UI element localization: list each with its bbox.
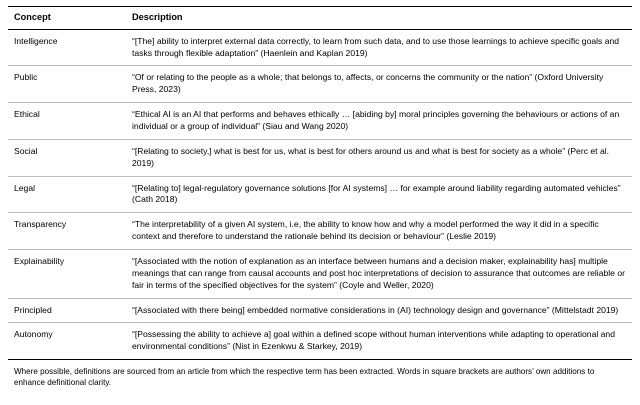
cell-concept: Principled [14, 304, 52, 315]
cell-concept: Public [14, 72, 38, 83]
table-row [8, 176, 632, 213]
column-header-description: Description [132, 12, 183, 22]
cell-description: “Of or relating to the people as a whole; that belongs to, affects, or concerns the community or the nation” (Oxford University Press, 2023) [132, 72, 604, 95]
cell-description: “[Associated with the notion of explanation as an interface between humans and a decision maker, explainability has] multiple meanings that can range from causal accounts and post hoc interpretations of decision to assurance that outcomes are reliable or fair in terms of the specified objectives for the system” (Coyle and Weller, 2020) [132, 256, 625, 290]
cell-concept: Explainability [14, 256, 65, 266]
table-row [8, 139, 632, 176]
cell-concept: Transparency [14, 219, 67, 230]
table-row [8, 250, 632, 299]
table-footnote [8, 360, 632, 389]
cell-description: “[Possessing the ability to achieve a] goal within a defined scope without human interventions while adapting to operational and environmental conditions” (Nist in Ezenkwu & Starkey, 2019) [132, 329, 615, 352]
cell-description: “[Relating to] legal-regulatory governance solutions [for AI systems] … for example around liability regarding automated vehicles” (Cath 2018) [132, 182, 621, 205]
column-header-concept: Concept [14, 12, 51, 22]
table-body [8, 29, 632, 359]
cell-concept: Intelligence [14, 35, 58, 46]
cell-description: “[Relating to society,] what is best for us, what is best for others around us and what is best for society as a whole” (Perc et al. 2019) [132, 145, 610, 168]
table-row [8, 298, 632, 323]
table-header-row [8, 7, 632, 30]
cell-concept: Ethical [14, 109, 40, 120]
cell-concept: Legal [14, 182, 36, 193]
table-header [8, 7, 632, 30]
table-row [8, 103, 632, 140]
table-row [8, 66, 632, 103]
cell-description: “The interpretability of a given AI system, i.e, the ability to know how and why a model performed the way it did in a specific context and therefore to understand the rationale behind its decision or behaviour” (Leslie 2019) [132, 219, 599, 242]
table-row [8, 213, 632, 250]
definitions-table [8, 6, 632, 360]
table-row [8, 323, 632, 360]
cell-concept: Autonomy [14, 329, 53, 340]
cell-concept: Social [14, 145, 38, 156]
table-row [8, 29, 632, 66]
cell-description: “[Associated with there being] embedded normative considerations in (AI) technology design and governance” (Mittelstadt 2019) [132, 304, 619, 315]
cell-description: “Ethical AI is an AI that performs and behaves ethically … [abiding by] moral principles governing the behaviours or actions of an individual or a group of individual” (Siau and Wang 2020) [132, 109, 620, 131]
cell-description: “[The] ability to interpret external data correctly, to learn from such data, and to use those learnings to achieve specific goals and tasks through flexible adaptation” (Haenlein and Kaplan 2019) [132, 35, 620, 58]
table-footnote-text: Where possible, definitions are sourced from an article from which the respective term has been extracted. Words in square brackets are authors’ own additions to enhance definitional clarity. [14, 367, 595, 388]
